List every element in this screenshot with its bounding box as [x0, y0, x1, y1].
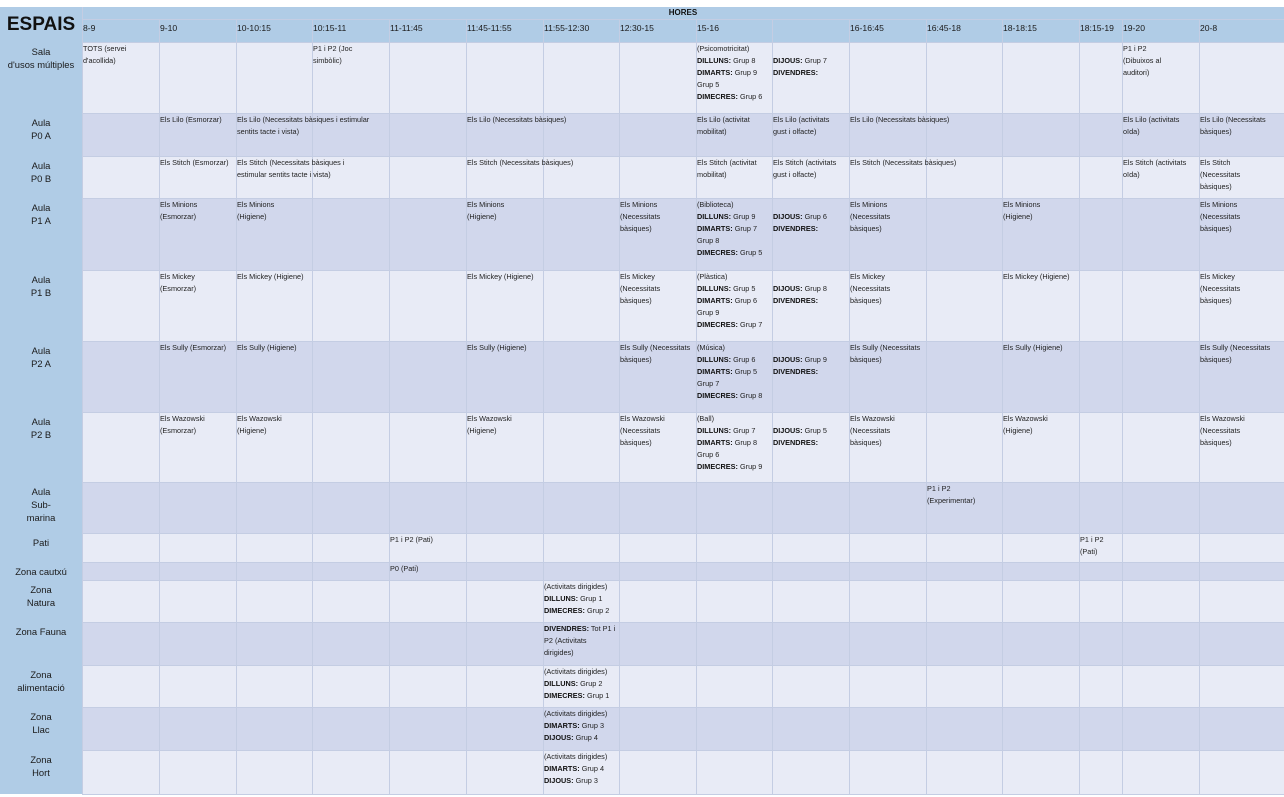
- schedule-entry: [620, 342, 695, 366]
- schedule-entry: [773, 157, 848, 181]
- schedule-entry: [544, 775, 618, 787]
- entry-text: Els Mickey (Higiene): [237, 272, 304, 281]
- day-label: DIJOUS:: [773, 212, 803, 222]
- schedule-entry: [313, 43, 388, 67]
- schedule-entry: [1123, 157, 1198, 181]
- time-header: 18:15-19: [1080, 23, 1114, 33]
- schedule-entry: [160, 342, 235, 354]
- entry-text: Els Lilo (Necessitats bàsiques i estimular sentits tacte i vista): [237, 115, 370, 137]
- schedule-entry: [1200, 199, 1283, 235]
- schedule-entry: [1123, 43, 1198, 79]
- schedule-entry: [160, 413, 235, 437]
- schedule-entry: [467, 157, 695, 169]
- entry-text: Els Mickey (Necessitats bàsiques): [850, 272, 891, 306]
- schedule-entry: [697, 67, 771, 91]
- schedule-entry: [773, 223, 848, 235]
- day-label: DIMECRES:: [544, 691, 585, 701]
- entry-text: Els Minions (Necessitats bàsiques): [1200, 200, 1241, 234]
- entry-text: Els Wazowski (Higiene): [237, 414, 282, 436]
- day-label: DIMECRES:: [697, 462, 738, 472]
- grid-hline: [82, 794, 1284, 795]
- entry-text: P1 i P2 (Pati): [390, 535, 433, 544]
- day-label: DIMARTS:: [697, 68, 733, 78]
- schedule-entry: [1003, 271, 1078, 283]
- schedule-entry: [697, 413, 771, 425]
- schedule-entry: [237, 199, 311, 223]
- schedule-entry: [544, 720, 618, 732]
- room-label: Aula P0 B: [30, 160, 52, 184]
- schedule-entry: [697, 223, 771, 247]
- day-label: DIVENDRES:: [773, 296, 819, 306]
- schedule-entry: [467, 114, 695, 126]
- entry-text: Els Wazowski (Higiene): [1003, 414, 1048, 436]
- day-label: DILLUNS:: [544, 594, 579, 604]
- schedule-entry: [697, 295, 771, 319]
- entry-text: Els Minions (Esmorzar): [160, 200, 198, 222]
- time-header: 11:45-11:55: [467, 23, 512, 33]
- entry-text: Grup 5 Grup 7: [697, 367, 758, 389]
- row-band: [0, 42, 1284, 113]
- entry-text: (Psicomotricitat): [697, 44, 750, 53]
- room-label: Zona Natura: [26, 584, 56, 608]
- row-band: [0, 707, 1284, 750]
- schedule-entry: [237, 271, 311, 283]
- entry-text: Els Mickey (Necessitats bàsiques): [1200, 272, 1241, 306]
- entry-text: Els Lilo (Necessitats bàsiques): [467, 115, 567, 124]
- entry-text: Grup 9: [731, 212, 756, 222]
- schedule-entry: [1123, 114, 1198, 138]
- day-label: DILLUNS:: [697, 426, 732, 436]
- entry-text: (Activitats dirigides): [544, 709, 608, 718]
- schedule-entry: [697, 157, 771, 181]
- schedule-entry: [697, 91, 771, 103]
- entry-text: Els Sully (Necessitats bàsiques): [620, 343, 691, 365]
- day-label: DIJOUS:: [773, 426, 803, 436]
- day-label: DIMECRES:: [697, 320, 738, 330]
- time-header: 11:55-12:30: [544, 23, 590, 33]
- grid-vline: [1002, 20, 1003, 794]
- entry-text: Els Stitch (activitat mobilitat): [697, 158, 757, 180]
- schedule-entry: [620, 199, 695, 235]
- room-label: Aula P1 A: [31, 202, 51, 226]
- entry-text: Els Wazowski (Higiene): [467, 414, 512, 436]
- schedule-entry: [697, 211, 771, 223]
- entry-text: Els Stitch (activitats gust i olfacte): [773, 158, 837, 180]
- entry-text: Grup 5: [737, 248, 763, 258]
- entry-text: Tot P1 i P2 (Activitats dirigides): [544, 624, 616, 658]
- schedule-entry: [773, 437, 848, 449]
- schedule-entry: [773, 366, 848, 378]
- entry-text: Els Stitch (Necessitats bàsiques): [467, 158, 574, 167]
- schedule-entry: [237, 342, 311, 354]
- schedule-entry: [544, 690, 618, 702]
- day-label: DIMARTS:: [697, 438, 733, 448]
- room-label: Zona Hort: [30, 754, 52, 778]
- entry-text: Grup 8 Grup 6: [697, 438, 758, 460]
- entry-text: Els Minions (Higiene): [237, 200, 275, 222]
- schedule-entry: [773, 67, 848, 79]
- schedule-entry: [544, 623, 618, 659]
- entry-text: Grup 8: [737, 391, 763, 401]
- day-label: DIJOUS:: [773, 355, 803, 365]
- schedule-entry: [160, 157, 235, 169]
- entry-text: Grup 5: [731, 284, 756, 294]
- room-label: Zona Llac: [30, 711, 52, 735]
- grid-hline: [82, 622, 1284, 623]
- grid-hline: [82, 482, 1284, 483]
- entry-text: Grup 6 Grup 9: [697, 296, 758, 318]
- grid-hline: [82, 580, 1284, 581]
- entry-text: Els Sully (Necessitats bàsiques): [1200, 343, 1271, 365]
- entry-text: Grup 7: [802, 56, 827, 66]
- grid-vline: [389, 20, 390, 794]
- grid-vline: [849, 20, 850, 794]
- schedule-entry: [697, 437, 771, 461]
- entry-text: P0 (Pati): [390, 564, 419, 573]
- schedule-entry: [544, 666, 618, 678]
- entry-text: P1 i P2 (Dibuixos al auditori): [1123, 44, 1162, 78]
- entry-text: Grup 8: [731, 56, 756, 66]
- entry-text: Els Lilo (Necessitats bàsiques): [850, 115, 950, 124]
- day-label: DIMARTS:: [544, 764, 580, 774]
- day-label: DIJOUS:: [544, 776, 574, 786]
- entry-text: Grup 5: [802, 426, 827, 436]
- entry-text: Grup 1: [578, 594, 603, 604]
- schedule-entry: [544, 708, 618, 720]
- entry-text: Els Sully (Higiene): [237, 343, 297, 352]
- time-header: 10-10:15: [237, 23, 271, 33]
- day-label: DILLUNS:: [697, 284, 732, 294]
- grid-vline: [82, 7, 83, 794]
- entry-text: (Ball): [697, 414, 715, 423]
- day-label: DIVENDRES:: [773, 68, 819, 78]
- schedule-entry: [850, 413, 925, 449]
- day-label: DIMECRES:: [697, 92, 738, 102]
- schedule-entry: [237, 157, 388, 181]
- entry-text: Grup 6: [731, 355, 756, 365]
- entry-text: Els Lilo (activitats gust i olfacte): [773, 115, 830, 137]
- entry-text: Grup 1: [584, 691, 610, 701]
- entry-text: Grup 7: [731, 426, 756, 436]
- grid-vline: [1079, 20, 1080, 794]
- schedule-entry: [697, 55, 771, 67]
- schedule-entry: [1200, 114, 1283, 138]
- schedule-entry: [773, 425, 848, 437]
- entry-text: Els Mickey (Necessitats bàsiques): [620, 272, 661, 306]
- day-label: DILLUNS:: [697, 212, 732, 222]
- grid-hline: [82, 19, 1284, 20]
- schedule-entry: [697, 283, 771, 295]
- row-band: [0, 562, 1284, 580]
- entry-text: P1 i P2 (Pati): [1080, 535, 1104, 557]
- room-label: Aula Sub- marina: [26, 486, 56, 523]
- entry-text: Els Minions (Necessitats bàsiques): [620, 200, 661, 234]
- entry-text: Els Stitch (Esmorzar): [160, 158, 229, 167]
- row-band: [0, 750, 1284, 794]
- entry-text: Grup 9 Grup 5: [697, 68, 758, 90]
- entry-text: Els Mickey (Higiene): [1003, 272, 1070, 281]
- row-band: [0, 665, 1284, 707]
- schedule-entry: [1003, 413, 1078, 437]
- entry-text: TOTS (servei d'acollida): [83, 44, 127, 66]
- entry-text: Els Lilo (Esmorzar): [160, 115, 222, 124]
- entry-text: Grup 7: [737, 320, 763, 330]
- room-label: Aula P2 A: [31, 345, 51, 369]
- entry-text: Grup 2: [584, 606, 610, 616]
- time-header: 8-9: [83, 23, 96, 33]
- schedule-entry: [697, 461, 771, 473]
- entry-text: Els Lilo (activitats oïda): [1123, 115, 1180, 137]
- schedule-entry: [697, 199, 771, 211]
- entry-text: (Activitats dirigides): [544, 752, 608, 761]
- entry-text: Els Sully (Necessitats bàsiques): [850, 343, 921, 365]
- time-header: 15-16: [697, 23, 719, 33]
- schedule-entry: [850, 157, 1078, 169]
- day-label: DIMARTS:: [544, 721, 580, 731]
- day-label: DIJOUS:: [773, 284, 803, 294]
- entry-text: Els Wazowski (Necessitats bàsiques): [1200, 414, 1245, 448]
- entry-text: Grup 9: [737, 462, 763, 472]
- grid-vline: [159, 20, 160, 794]
- time-header: 9-10: [160, 23, 178, 33]
- entry-text: Els Lilo (activitat mobilitat): [697, 115, 750, 137]
- time-header: 20-8: [1200, 23, 1218, 33]
- entry-text: P1 i P2 (Experimentar): [927, 484, 976, 506]
- day-label: DIMECRES:: [544, 606, 585, 616]
- entry-text: Grup 3: [579, 721, 605, 731]
- grid-hline: [82, 665, 1284, 666]
- schedule-entry: [697, 390, 771, 402]
- row-band: [0, 622, 1284, 665]
- entry-text: Els Lilo (Necessitats bàsiques): [1200, 115, 1266, 137]
- entry-text: Grup 8: [802, 284, 827, 294]
- day-label: DIMECRES:: [697, 248, 738, 258]
- schedule-entry: [1200, 271, 1283, 307]
- schedule-entry: [544, 593, 618, 605]
- schedule-entry: [850, 199, 925, 235]
- day-label: DILLUNS:: [697, 355, 732, 365]
- schedule-entry: [697, 425, 771, 437]
- schedule-entry: [544, 605, 618, 617]
- schedule-entry: [83, 43, 158, 67]
- entry-text: Els Stitch (Necessitats bàsiques): [1200, 158, 1241, 192]
- entry-text: Grup 6: [802, 212, 827, 222]
- entry-text: (Activitats dirigides): [544, 582, 608, 591]
- entry-text: Grup 3: [573, 776, 598, 786]
- time-header: 16:45-18: [927, 23, 961, 33]
- day-label: DIVENDRES:: [773, 367, 819, 377]
- entry-text: Els Sully (Higiene): [1003, 343, 1063, 352]
- schedule-entry: [544, 581, 618, 593]
- entry-text: Grup 9: [802, 355, 827, 365]
- schedule-entry: [237, 114, 388, 138]
- day-label: DILLUNS:: [697, 56, 732, 66]
- entry-text: (Música): [697, 343, 725, 352]
- room-label: Zona cautxú: [15, 566, 67, 577]
- time-header: 16-16:45: [850, 23, 884, 33]
- schedule-entry: [773, 283, 848, 295]
- entry-text: P1 i P2 (Joc simbòlic): [313, 44, 353, 66]
- schedule-entry: [1003, 342, 1078, 354]
- entry-text: Els Mickey (Esmorzar): [160, 272, 197, 294]
- schedule-entry: [697, 271, 771, 283]
- day-label: DIJOUS:: [544, 733, 574, 743]
- hores-title: HORES: [668, 8, 698, 17]
- schedule-entry: [237, 413, 311, 437]
- entry-text: Els Wazowski (Esmorzar): [160, 414, 205, 436]
- schedule-entry: [697, 354, 771, 366]
- schedule-entry: [544, 763, 618, 775]
- schedule-entry: [544, 751, 618, 763]
- time-header: 18-18:15: [1003, 23, 1037, 33]
- schedule-entry: [544, 732, 618, 744]
- schedule-entry: [620, 413, 695, 449]
- schedule-entry: [697, 319, 771, 331]
- schedule-entry: [467, 413, 542, 437]
- entry-text: Els Wazowski (Necessitats bàsiques): [850, 414, 895, 448]
- room-label: Aula P2 B: [30, 416, 52, 440]
- room-label: Sala d'usos múltiples: [7, 46, 75, 70]
- time-header: 19-20: [1123, 23, 1145, 33]
- schedule-entry: [850, 114, 1078, 126]
- room-label: Zona alimentació: [17, 669, 65, 693]
- entry-text: Els Minions (Necessitats bàsiques): [850, 200, 891, 234]
- schedule-entry: [1003, 199, 1078, 223]
- espais-title: ESPAIS: [0, 7, 82, 42]
- schedule-entry: [850, 342, 925, 366]
- entry-text: Grup 6: [737, 92, 763, 102]
- schedule-entry: [773, 354, 848, 366]
- entry-text: (Biblioteca): [697, 200, 734, 209]
- schedule-entry: [697, 342, 771, 354]
- day-label: DIVENDRES:: [773, 224, 819, 234]
- schedule-entry: [160, 114, 235, 126]
- schedule-entry: [390, 563, 465, 575]
- room-label: Aula P1 B: [30, 274, 52, 298]
- grid-vline: [926, 20, 927, 794]
- time-header: 12:30-15: [620, 23, 654, 33]
- schedule-entry: [1200, 157, 1283, 193]
- entry-text: Els Stitch (Necessitats bàsiques): [850, 158, 957, 167]
- entry-text: Els Mickey (Higiene): [467, 272, 534, 281]
- day-label: DIMARTS:: [697, 296, 733, 306]
- grid-vline: [466, 20, 467, 794]
- grid-vline: [619, 20, 620, 794]
- day-label: DILLUNS:: [544, 679, 579, 689]
- schedule-entry: [620, 271, 695, 307]
- entry-text: Grup 4: [579, 764, 605, 774]
- schedule-entry: [160, 271, 235, 295]
- entry-text: Els Sully (Higiene): [467, 343, 527, 352]
- schedule-entry: [697, 247, 771, 259]
- day-label: DIVENDRES:: [544, 624, 590, 633]
- schedule-entry: [544, 678, 618, 690]
- entry-text: Grup 2: [578, 679, 603, 689]
- schedule-entry: [773, 211, 848, 223]
- schedule-entry: [850, 271, 925, 307]
- schedule-entry: [1080, 534, 1121, 558]
- schedule-entry: [467, 271, 542, 283]
- schedule-entry: [390, 534, 465, 546]
- entry-text: Els Wazowski (Necessitats bàsiques): [620, 414, 665, 448]
- entry-text: (Plàstica): [697, 272, 728, 281]
- entry-text: Els Minions (Higiene): [467, 200, 505, 222]
- time-header: 11-11:45: [390, 23, 423, 33]
- room-label: Aula P0 A: [31, 117, 51, 141]
- day-label: DIMECRES:: [697, 391, 738, 401]
- room-label: Zona Fauna: [15, 626, 67, 637]
- day-label: DIMARTS:: [697, 367, 733, 377]
- day-label: DIMARTS:: [697, 224, 733, 234]
- entry-text: (Activitats dirigides): [544, 667, 608, 676]
- grid-hline: [82, 562, 1284, 563]
- entry-text: Els Stitch (Necessitats bàsiques i estimular sentits tacte i vista): [237, 158, 345, 180]
- time-header: 10:15-11: [313, 23, 347, 33]
- schedule-entry: [467, 199, 542, 223]
- grid-hline: [82, 42, 1284, 43]
- room-label: Pati: [32, 537, 50, 548]
- day-label: DIVENDRES:: [773, 438, 819, 448]
- row-band: [0, 482, 1284, 533]
- grid-hline: [82, 750, 1284, 751]
- schedule-entry: [773, 114, 848, 138]
- entry-text: Els Stitch (activitats oïda): [1123, 158, 1187, 180]
- schedule-entry: [773, 295, 848, 307]
- schedule-entry: [160, 199, 235, 223]
- schedule-entry: [927, 483, 1001, 507]
- entry-text: Els Minions (Higiene): [1003, 200, 1041, 222]
- schedule-entry: [773, 55, 848, 67]
- entry-text: Grup 4: [573, 733, 598, 743]
- day-label: DIJOUS:: [773, 56, 803, 66]
- schedule-entry: [697, 114, 771, 138]
- schedule-entry: [697, 366, 771, 390]
- entry-text: Grup 7 Grup 8: [697, 224, 758, 246]
- schedule-entry: [467, 342, 542, 354]
- entry-text: Els Sully (Esmorzar): [160, 343, 227, 352]
- schedule-entry: [1200, 342, 1283, 366]
- schedule-entry: [1200, 413, 1283, 449]
- schedule-entry: [697, 43, 771, 55]
- grid-hline: [82, 707, 1284, 708]
- row-band: [0, 580, 1284, 622]
